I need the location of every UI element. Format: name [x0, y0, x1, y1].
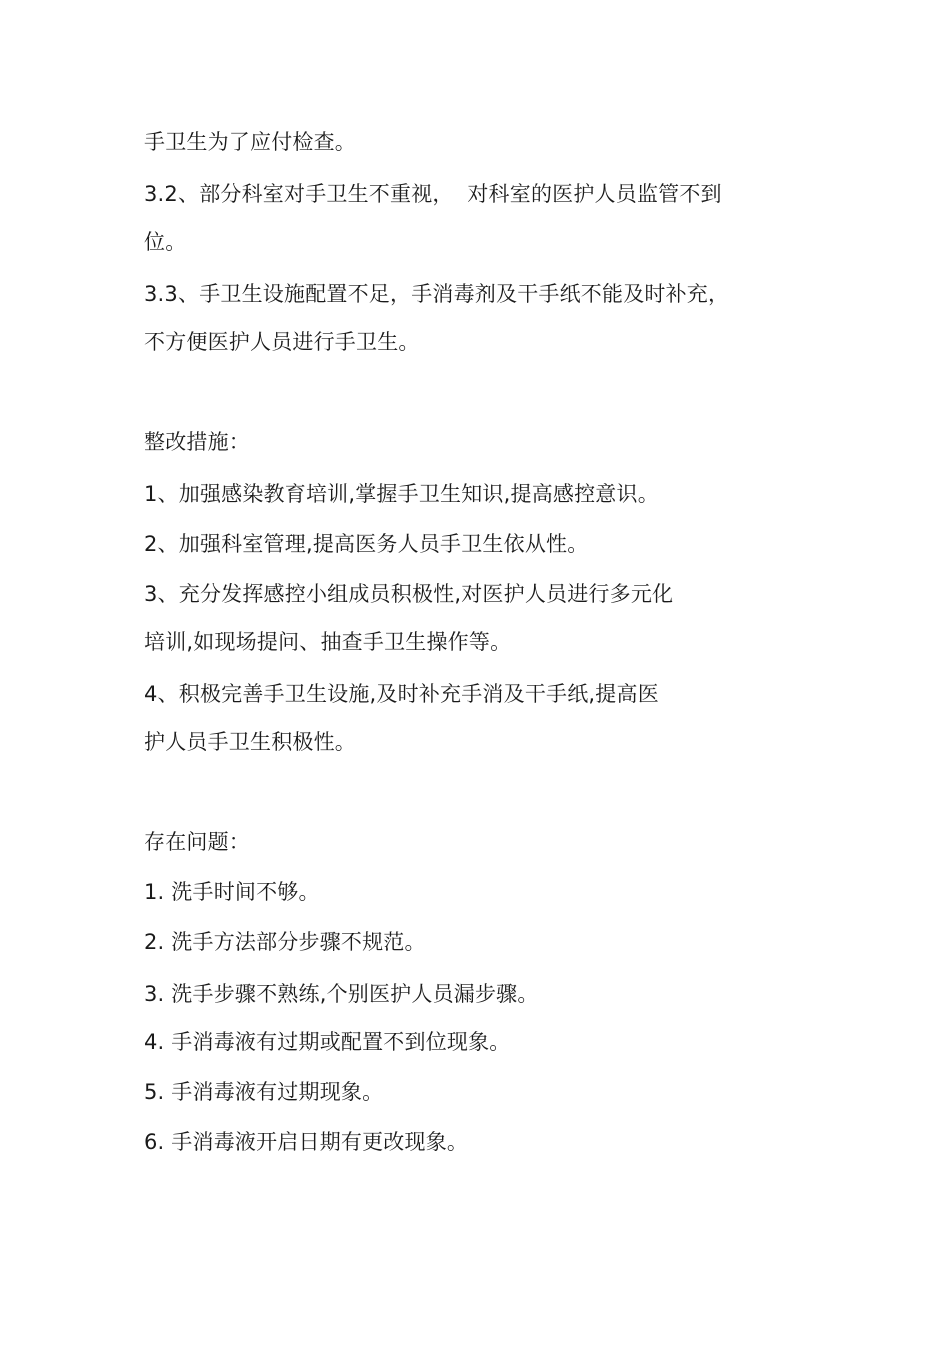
problem-item-5: 5. 手消毒液有过期现象。: [144, 1080, 384, 1104]
problem-item-2: 2. 洗手方法部分步骤不规范。: [144, 930, 426, 954]
text-line-1: 手卫生为了应付检查。: [144, 130, 356, 154]
text-line-4: 3.3、手卫生设施配置不足，手消毒剂及干手纸不能及时补充，: [144, 282, 730, 306]
text-line-5: 不方便医护人员进行手卫生。: [144, 330, 420, 354]
measure-item-4-cont: 护人员手卫生积极性。: [144, 730, 356, 754]
section-heading-rectification: 整改措施：: [144, 430, 250, 454]
problem-item-6: 6. 手消毒液开启日期有更改现象。: [144, 1130, 469, 1154]
problem-item-4: 4. 手消毒液有过期或配置不到位现象。: [144, 1030, 511, 1054]
problem-item-1: 1. 洗手时间不够。: [144, 880, 320, 904]
measure-item-4: 4、积极完善手卫生设施,及时补充手消及干手纸,提高医: [144, 682, 659, 706]
measure-item-3-cont: 培训,如现场提问、抽查手卫生操作等。: [144, 630, 512, 654]
measure-item-2: 2、加强科室管理,提高医务人员手卫生依从性。: [144, 532, 589, 556]
problem-item-3: 3. 洗手步骤不熟练,个别医护人员漏步骤。: [144, 982, 539, 1006]
text-line-2: 3.2、部分科室对手卫生不重视， 对科室的医护人员监管不到: [144, 182, 722, 206]
measure-item-3: 3、充分发挥感控小组成员积极性,对医护人员进行多元化: [144, 582, 674, 606]
section-heading-problems: 存在问题：: [144, 830, 250, 854]
text-line-3: 位。: [144, 230, 187, 254]
measure-item-1: 1、加强感染教育培训,掌握手卫生知识,提高感控意识。: [144, 482, 659, 506]
